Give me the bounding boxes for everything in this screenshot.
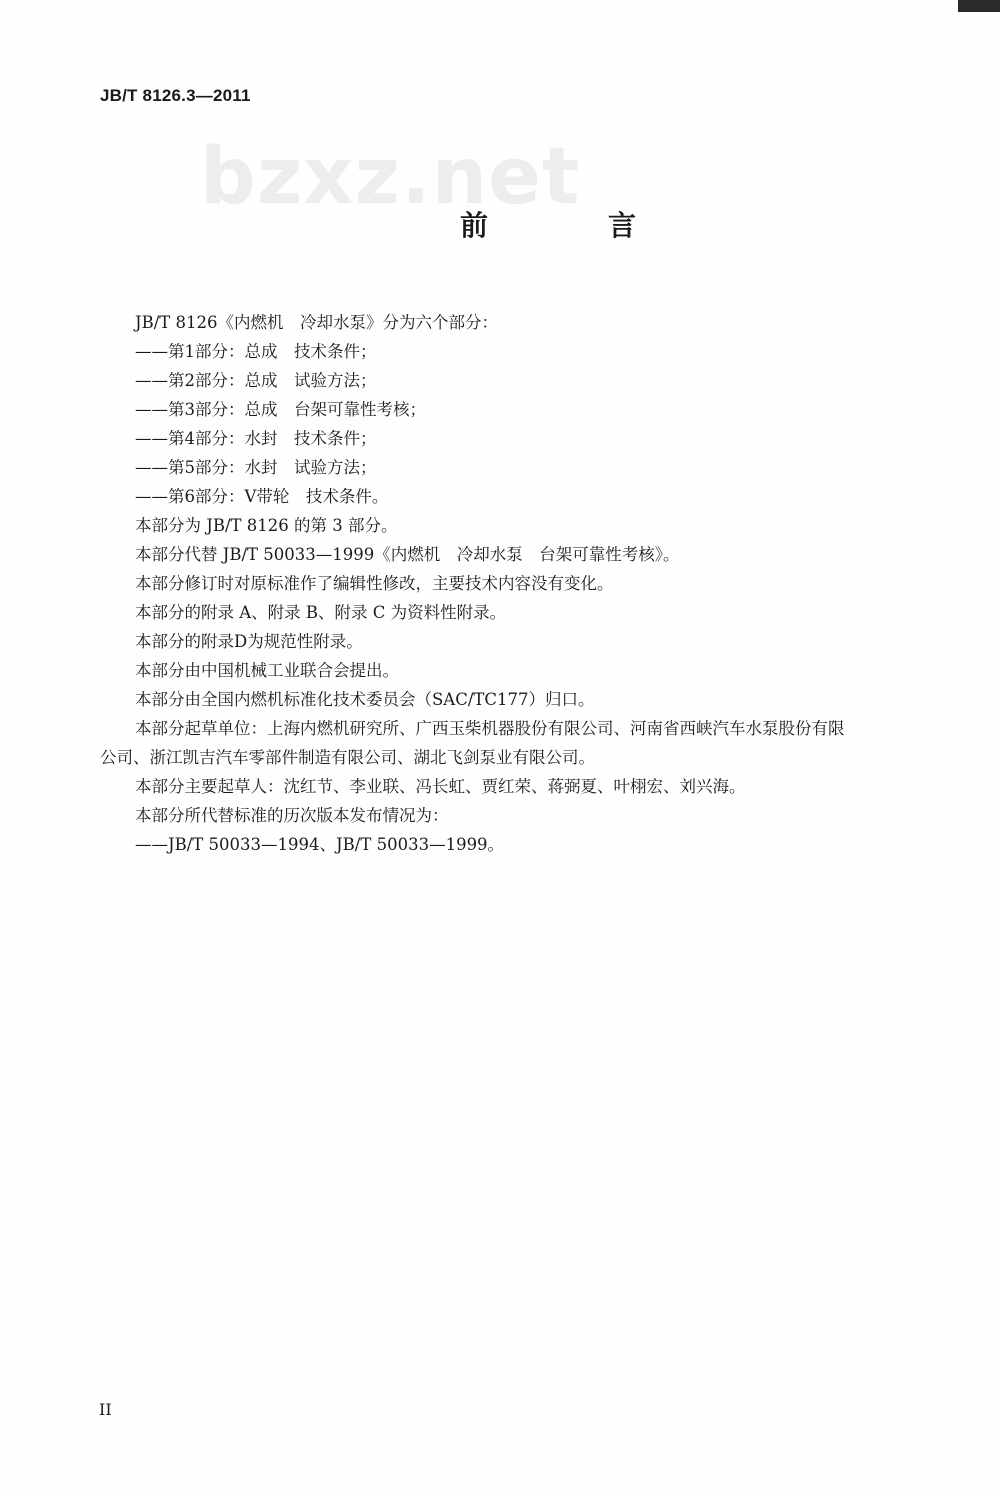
statement-revision: 本部分修订时对原标准作了编辑性修改，主要技术内容没有变化。 <box>135 574 614 593</box>
history-versions: ——JB/T 50033—1994、JB/T 50033—1999。 <box>135 835 505 854</box>
statement-proposer: 本部分由中国机械工业联合会提出。 <box>135 661 399 680</box>
intro-line: JB/T 8126《内燃机 冷却水泵》分为六个部分： <box>135 313 499 332</box>
drafters-line: 本部分主要起草人：沈红节、李业联、冯长虹、贾红荣、蒋弼夏、叶栩宏、刘兴海。 <box>135 777 746 796</box>
history-intro: 本部分所代替标准的历次版本发布情况为： <box>135 806 449 825</box>
preface-body <box>100 308 940 859</box>
part-item-2: ——第2部分：总成 试验方法； <box>135 371 377 390</box>
statement-committee: 本部分由全国内燃机标准化技术委员会（SAC/TC177）归口。 <box>135 690 595 709</box>
page-number: II <box>99 1400 112 1419</box>
part-item-6: ——第6部分：V带轮 技术条件。 <box>135 487 389 506</box>
part-item-5: ——第5部分：水封 试验方法； <box>135 458 377 477</box>
standard-code: JB/T 8126.3—2011 <box>100 86 251 105</box>
statement-normative-annex: 本部分的附录D为规范性附录。 <box>135 632 363 651</box>
drafting-units-line-2: 公司、浙江凯吉汽车零部件制造有限公司、湖北飞剑泵业有限公司。 <box>100 748 595 767</box>
watermark: bzxz.net <box>200 132 581 222</box>
drafting-units-line-1: 本部分起草单位：上海内燃机研究所、广西玉柴机器股份有限公司、河南省西峡汽车水泵股份有限 <box>135 719 845 738</box>
part-item-1: ——第1部分：总成 技术条件； <box>135 342 377 361</box>
scan-corner-mark <box>958 0 1000 12</box>
statement-part-number: 本部分为 JB/T 8126 的第 3 部分。 <box>135 516 398 535</box>
part-item-3: ——第3部分：总成 台架可靠性考核； <box>135 400 426 419</box>
statement-replaces: 本部分代替 JB/T 50033—1999《内燃机 冷却水泵 台架可靠性考核》。 <box>135 545 680 564</box>
page-title: 前 言 <box>460 209 683 242</box>
part-item-4: ——第4部分：水封 技术条件； <box>135 429 377 448</box>
statement-informative-annex: 本部分的附录 A、附录 B、附录 C 为资料性附录。 <box>135 603 507 622</box>
